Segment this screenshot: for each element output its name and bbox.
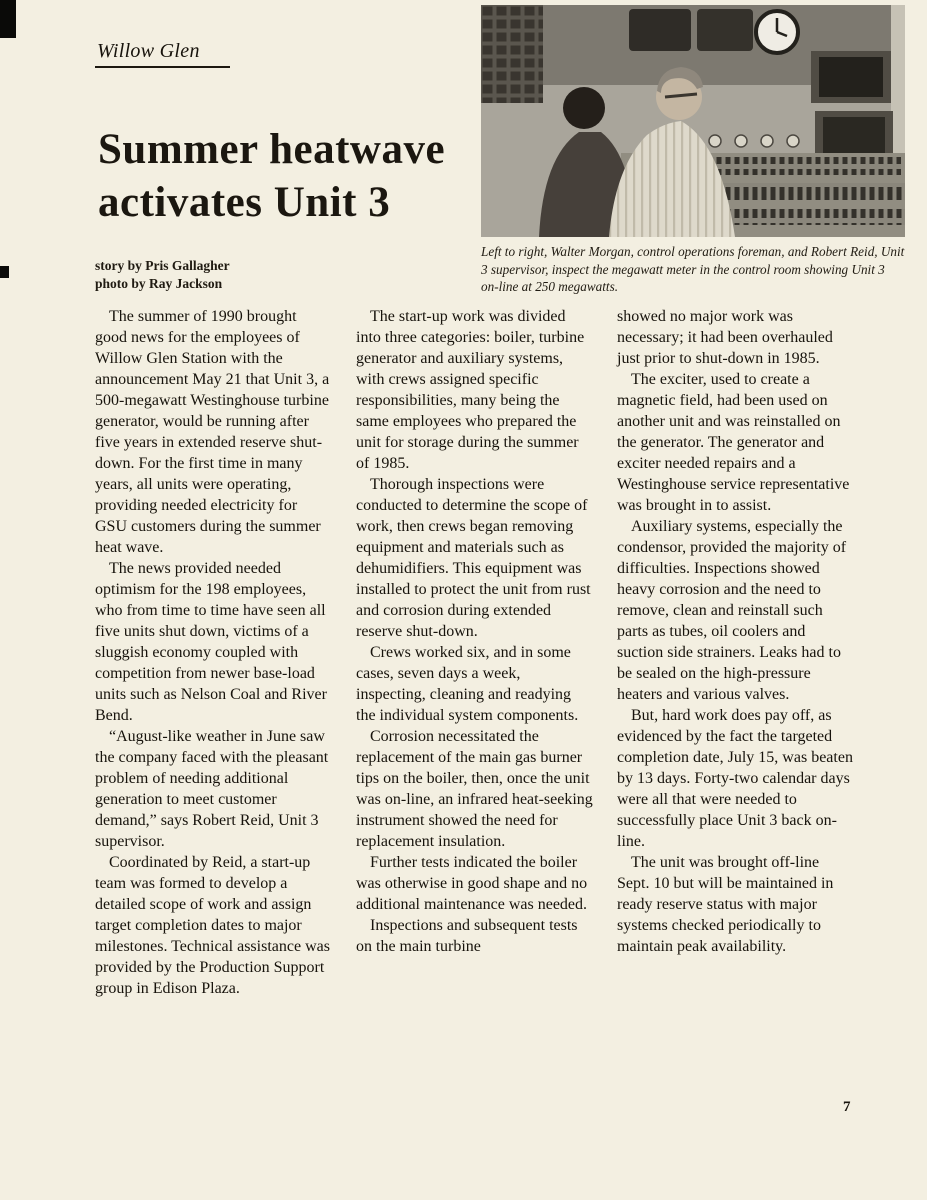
article-paragraph: Further tests indicated the boiler was otherwise in good shape and no additional maintenance was needed.: [356, 854, 588, 913]
article-paragraph: Crews worked six, and in some cases, seven days a week, inspecting, cleaning and readying the individual system components.: [356, 644, 579, 724]
byline: [95, 257, 230, 292]
control-room-photo: [481, 5, 905, 237]
article-paragraph: The summer of 1990 brought good news for the employees of Willow Glen Station with the announcement May 21 that Unit 3, a 500-megawatt Westinghouse turbine generator, would be running after five years in extended reserve shut-down. For the first time in many years, all units were operating, providing needed electricity for GSU customers during the summer heat wave.: [95, 308, 330, 556]
article-column-3: [617, 306, 854, 999]
headline-line-2: activates Unit 3: [98, 179, 391, 227]
article-paragraph: The news provided needed optimism for the 198 employees, who from time to time have seen all five units shut down, victims of a sluggish economy coupled with competition from newer base-load units such as Nelson Coal and River Bend.: [95, 560, 327, 724]
article-paragraph: The start-up work was divided into three categories: boiler, turbine generator and auxiliary systems, with crews assigned specific responsibilities, many being the same employees who prepared the unit for storage during the summer of 1985.: [356, 308, 585, 472]
article-column-2: [356, 306, 593, 999]
scan-artifact: [0, 266, 9, 278]
article-paragraph: Coordinated by Reid, a start-up team was formed to develop a detailed scope of work and assign target completion dates to major milestones. Technical assistance was provided by the Production Support group in Edison Plaza.: [95, 854, 330, 997]
article-photo: [481, 5, 905, 237]
article-paragraph: The unit was brought off-line Sept. 10 but will be maintained in ready reserve status with major systems checked periodically to maintain peak availability.: [617, 854, 834, 955]
article-paragraph: showed no major work was necessary; it had been overhauled just prior to shut-down in 1985.: [617, 308, 833, 367]
article-paragraph: The exciter, used to create a magnetic field, had been used on another unit and was reinstalled on the generator. The generator and exciter needed repairs and a Westinghouse service representative was brought in to assist.: [617, 371, 850, 514]
clock-icon: [756, 11, 798, 53]
page-headline: [98, 123, 445, 230]
article-paragraph: Corrosion necessitated the replacement of the main gas burner tips on the boiler, then, once the unit was on-line, an infrared heat-seeking instrument showed the need for replacement insulation.: [356, 728, 593, 850]
article-paragraph: Auxiliary systems, especially the condensor, provided the majority of difficulties. Inspections showed heavy corrosion and the need to remove, clean and reinstall such parts as tubes, oil coolers and suction side strainers. Leaks had to be sealed on the high-pressure heaters and various valves.: [617, 518, 847, 703]
section-label: Willow Glen: [95, 40, 230, 68]
article-paragraph: But, hard work does pay off, as evidenced by the fact the targeted completion date, July 15, was beaten by 13 days. Forty-two calendar days were all that were needed to successfully place Unit 3 back on-line.: [617, 707, 853, 850]
scan-artifact: [0, 0, 16, 38]
headline-line-1: Summer heatwave: [98, 125, 446, 173]
article-paragraph: Thorough inspections were conducted to determine the scope of work, then crews began removing equipment and materials such as dehumidifiers. This equipment was installed to protect the unit from rust and corrosion during extended reserve shut-down.: [356, 476, 591, 640]
article-column-1: [95, 306, 332, 999]
article-paragraph: “August-like weather in June saw the company faced with the pleasant problem of needing additional generation to meet customer demand,” says Robert Reid, Unit 3 supervisor.: [95, 728, 329, 850]
page-number: 7: [843, 1099, 851, 1115]
byline-photo: photo by Ray Jackson: [95, 275, 223, 291]
article-paragraph: Inspections and subsequent tests on the main turbine: [356, 917, 578, 955]
article-body: [95, 306, 854, 999]
photo-caption: Left to right, Walter Morgan, control operations foreman, and Robert Reid, Unit 3 supervisor, inspect the megawatt meter in the control room showing Unit 3 on-line at 250 megawatts.: [481, 244, 905, 295]
byline-story: story by Pris Gallagher: [95, 258, 230, 273]
meter-bank: [481, 5, 543, 103]
